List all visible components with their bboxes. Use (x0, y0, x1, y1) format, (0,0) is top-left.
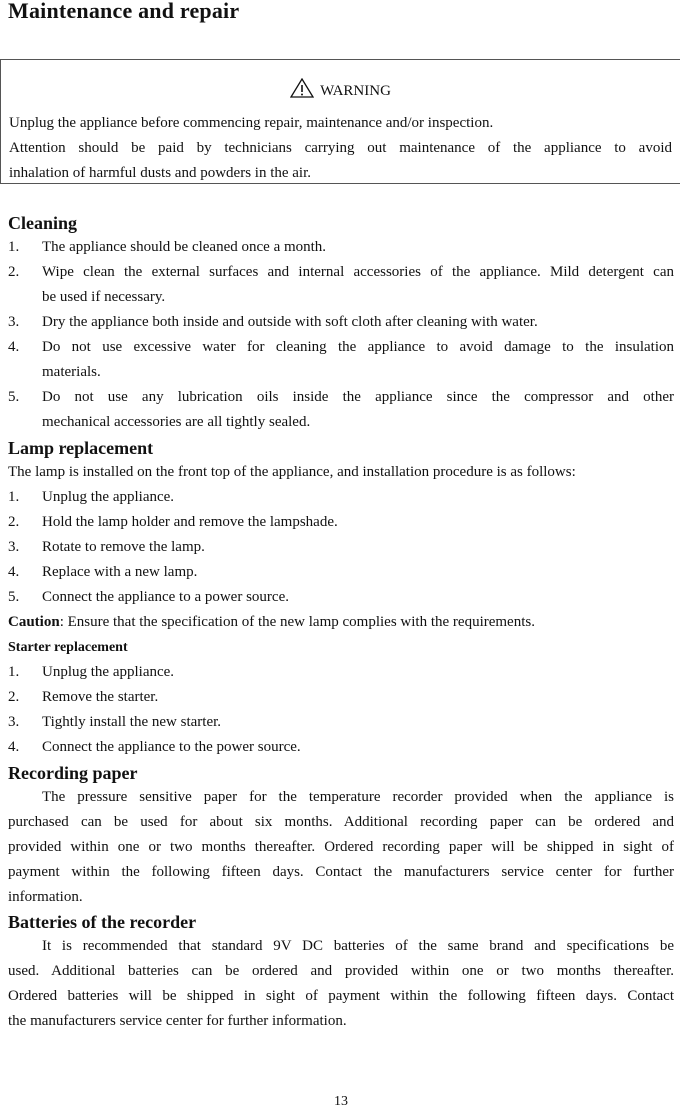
page-title: Maintenance and repair (8, 0, 240, 23)
warning-triangle-icon (290, 78, 314, 98)
warning-heading (1, 78, 680, 100)
list-number: 4. (8, 739, 20, 755)
starter-heading: Starter replacement (8, 640, 128, 655)
paragraph-line: Ordered batteries will be shipped in sight of payment within the following fifteen days. Contact (8, 988, 674, 1004)
list-number: 3. (8, 539, 20, 555)
lamp-heading: Lamp replacement (8, 438, 154, 458)
list-item: Wipe clean the external surfaces and internal accessories of the appliance. Mild detergent can (42, 264, 674, 280)
list-number: 3. (8, 714, 20, 730)
paragraph-line: purchased can be used for about six months. Additional recording paper can be ordered and (8, 814, 674, 830)
list-item-continued: mechanical accessories are all tightly sealed. (42, 414, 311, 430)
paragraph-line: information. (8, 889, 83, 905)
list-item: Tightly install the new starter. (42, 714, 222, 730)
list-item-continued: be used if necessary. (42, 289, 166, 305)
warning-label: WARNING (320, 83, 391, 99)
list-number: 2. (8, 689, 20, 705)
paragraph-line: provided within one or two months thereafter. Ordered recording paper will be shipped in sight of (8, 839, 674, 855)
list-item: Unplug the appliance. (42, 664, 175, 680)
list-number: 4. (8, 339, 20, 355)
warning-text-line: inhalation of harmful dusts and powders in the air. (9, 165, 312, 181)
list-number: 3. (8, 314, 20, 330)
list-item: Do not use any lubrication oils inside the appliance since the compressor and other (42, 389, 674, 405)
warning-text-line: Unplug the appliance before commencing repair, maintenance and/or inspection. (9, 115, 494, 131)
paragraph-line: It is recommended that standard 9V DC batteries of the same brand and specifications be (42, 938, 674, 954)
list-item: Do not use excessive water for cleaning the appliance to avoid damage to the insulation (42, 339, 674, 355)
list-item: Connect the appliance to a power source. (42, 589, 289, 605)
list-item: Dry the appliance both inside and outside with soft cloth after cleaning with water. (42, 314, 538, 330)
caution-text: : Ensure that the specification of the new lamp complies with the requirements. (59, 614, 535, 630)
list-item: Remove the starter. (42, 689, 159, 705)
lamp-intro: The lamp is installed on the front top of the appliance, and installation procedure is as follows: (8, 464, 576, 480)
list-number: 1. (8, 489, 20, 505)
list-item: Connect the appliance to the power source. (42, 739, 301, 755)
list-item-continued: materials. (42, 364, 101, 380)
page-number: 13 (334, 1094, 348, 1109)
caution-label: Caution (8, 614, 60, 630)
list-number: 5. (8, 589, 20, 605)
list-item: Unplug the appliance. (42, 489, 175, 505)
list-number: 1. (8, 239, 20, 255)
paragraph-line: used. Additional batteries can be ordered and provided within one or two months thereafter. (8, 963, 674, 979)
paragraph-line: the manufacturers service center for further information. (8, 1013, 347, 1029)
cleaning-heading: Cleaning (8, 213, 78, 233)
list-number: 1. (8, 664, 20, 680)
list-item: Replace with a new lamp. (42, 564, 198, 580)
warning-text-line: Attention should be paid by technicians carrying out maintenance of the appliance to avoid (9, 140, 672, 156)
list-number: 5. (8, 389, 20, 405)
list-number: 2. (8, 514, 20, 530)
batteries-heading: Batteries of the recorder (8, 912, 197, 932)
paragraph-line: payment within the following fifteen days. Contact the manufacturers service center for further (8, 864, 674, 880)
paragraph-line: The pressure sensitive paper for the temperature recorder provided when the appliance is (42, 789, 674, 805)
list-item: The appliance should be cleaned once a month. (42, 239, 327, 255)
caution-note (8, 613, 535, 631)
list-number: 2. (8, 264, 20, 280)
recording-heading: Recording paper (8, 763, 138, 783)
list-item: Hold the lamp holder and remove the lampshade. (42, 514, 338, 530)
warning-box (0, 59, 680, 184)
list-number: 4. (8, 564, 20, 580)
list-item: Rotate to remove the lamp. (42, 539, 205, 555)
